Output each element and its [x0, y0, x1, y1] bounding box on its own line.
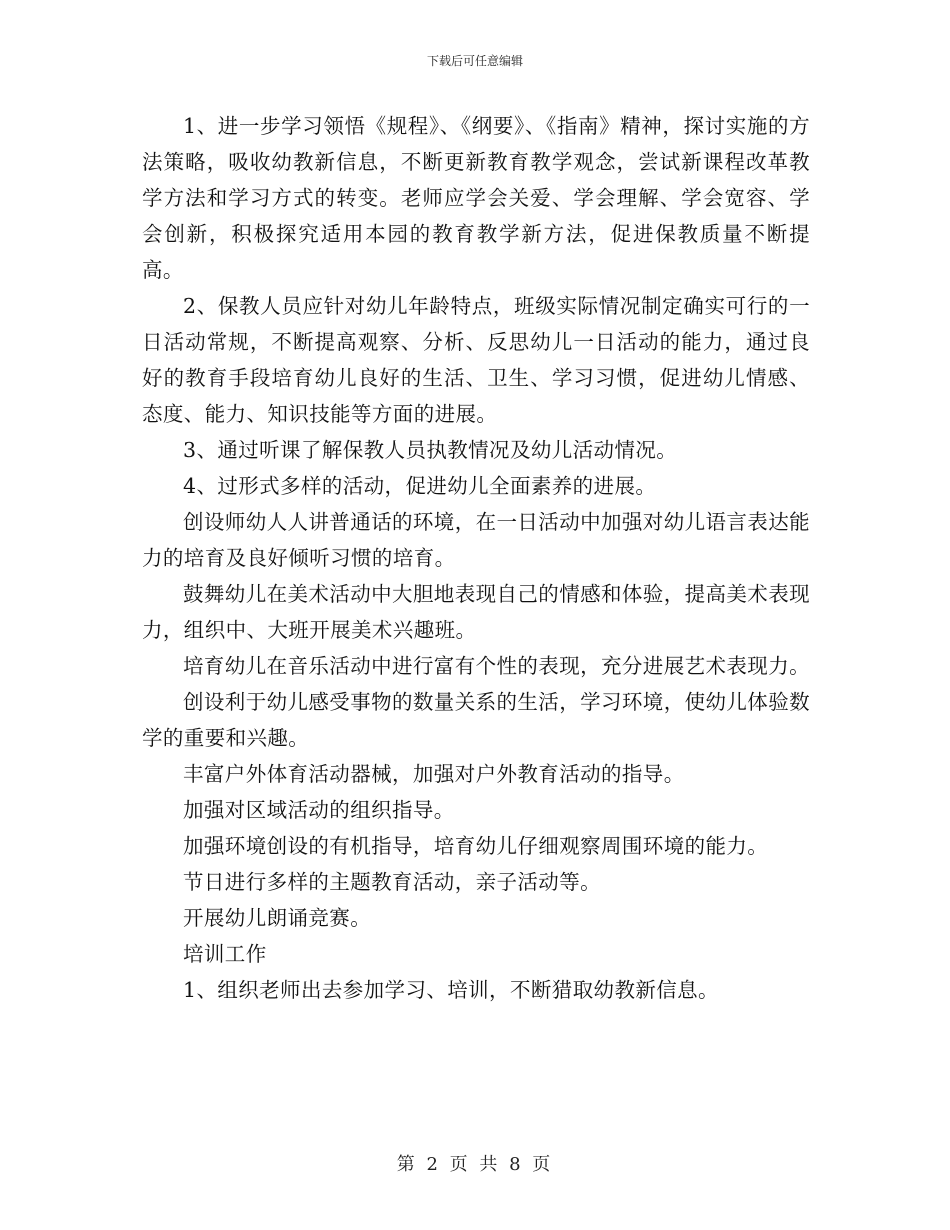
paragraph-2: 2、保教人员应针对幼儿年龄特点，班级实际情况制定确实可行的一日活动常规，不断提高观察、分析、反思幼儿一日活动的能力，通过良好的教育手段培育幼儿良好的生活、卫生、学习习惯，促进幼儿情感、态度、能力、知识技能等方面的进展。: [142, 294, 810, 426]
paragraph-8: 创设利于幼儿感受事物的数量关系的生活，学习环境，使幼儿体验数学的重要和兴趣。: [142, 690, 810, 750]
paragraph-6: 鼓舞幼儿在美术活动中大胆地表现自己的情感和体验，提高美术表现力，组织中、大班开展美术兴趣班。: [142, 582, 810, 642]
page-header-note: 下载后可任意编辑: [426, 54, 523, 68]
paragraph-1: 1、进一步学习领悟《规程》、《纲要》、《指南》精神，探讨实施的方法策略，吸收幼教新信息，不断更新教育教学观念，尝试新课程改革教学方法和学习方式的转变。老师应学会关爱、学会理解、学会宽容、学会创新，积极探究适用本园的教育教学新方法，促进保教质量不断提高。: [142, 114, 810, 282]
paragraph-3: 3、通过听课了解保教人员执教情况及幼儿活动情况。: [183, 438, 678, 462]
paragraph-5: 创设师幼人人讲普通话的环境，在一日活动中加强对幼儿语言表达能力的培育及良好倾听习惯的培育。: [142, 510, 810, 570]
paragraph-7: 培育幼儿在音乐活动中进行富有个性的表现，充分进展艺术表现力。: [183, 654, 810, 678]
section-heading-training: 培训工作: [183, 942, 267, 966]
paragraph-9: 丰富户外体育活动器械，加强对户外教育活动的指导。: [183, 762, 685, 786]
paragraph-13: 开展幼儿朗诵竞赛。: [183, 906, 372, 930]
paragraph-12: 节日进行多样的主题教育活动，亲子活动等。: [183, 870, 601, 894]
paragraph-4: 4、过形式多样的活动，促进幼儿全面素养的进展。: [183, 474, 657, 498]
paragraph-15: 1、组织老师出去参加学习、培训，不断猎取幼教新信息。: [183, 978, 719, 1002]
paragraph-11: 加强环境创设的有机指导，培育幼儿仔细观察周围环境的能力。: [183, 834, 769, 858]
paragraph-10: 加强对区域活动的组织指导。: [183, 798, 455, 822]
page-number-footer: 第 2 页 共 8 页: [396, 1154, 554, 1175]
document-body: [142, 108, 810, 1008]
